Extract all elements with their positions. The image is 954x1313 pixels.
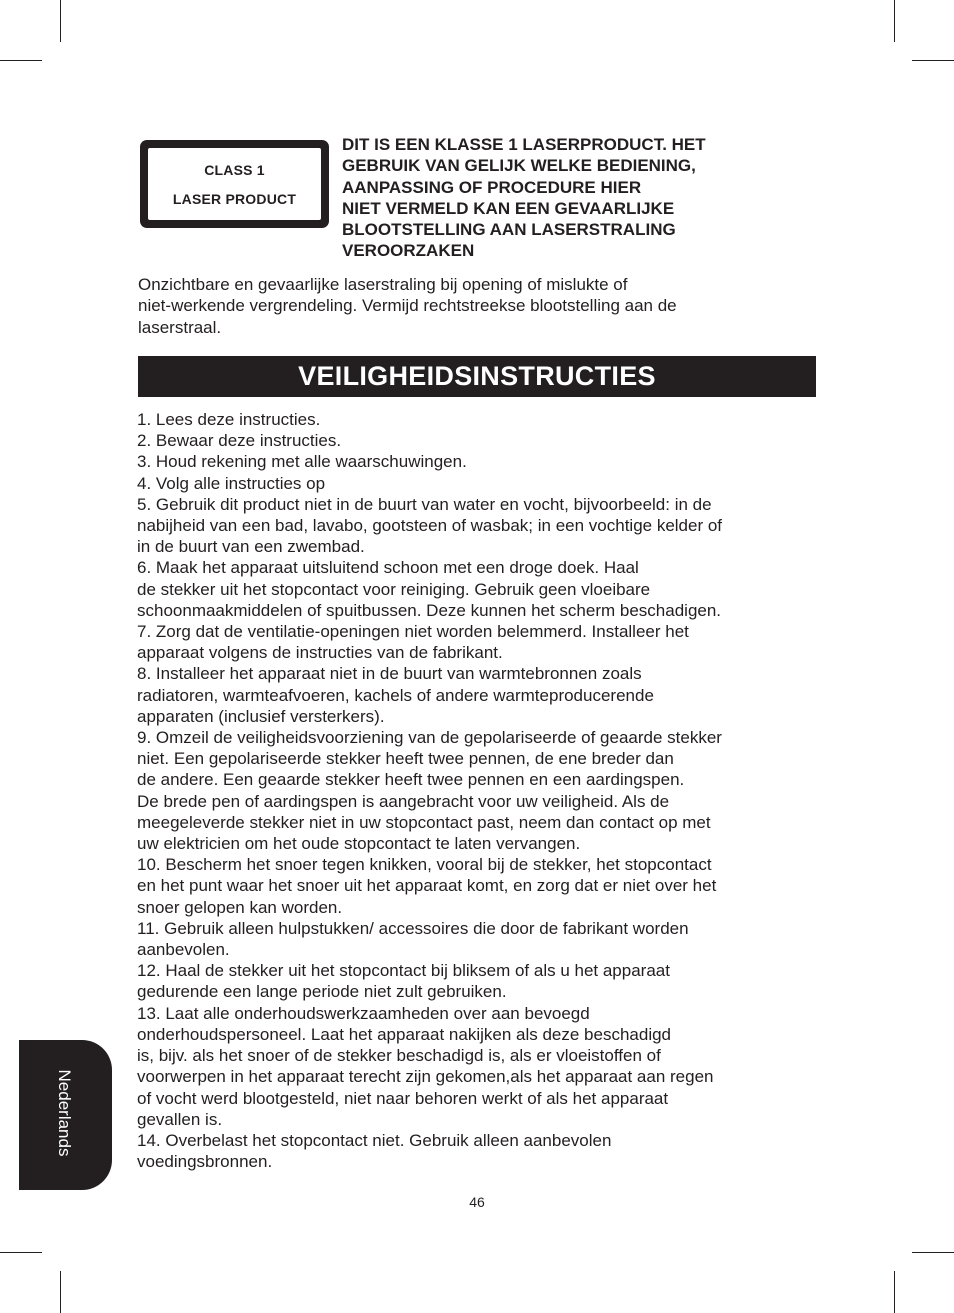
instruction-line: 14. Overbelast het stopcontact niet. Gebruik alleen aanbevolen [137,1130,612,1150]
instruction-line: snoer gelopen kan worden. [137,897,343,917]
laser-warning-line: GEBRUIK VAN GELIJK WELKE BEDIENING, [342,156,696,176]
instruction-line: 4. Volg alle instructies op [137,473,326,493]
crop-mark [0,60,42,61]
crop-mark [912,60,954,61]
instruction-line: uw elektricien om het oude stopcontact te laten vervangen. [137,834,581,854]
instruction-line: aanbevolen. [137,940,230,960]
instruction-line: 12. Haal de stekker uit het stopcontact bij bliksem of als u het apparaat [137,961,670,981]
laser-label-inner [148,148,321,220]
laser-warning-line: AANPASSING OF PROCEDURE HIER [342,177,642,197]
crop-mark [894,1271,895,1313]
instruction-line: 5. Gebruik dit product niet in de buurt van water en vocht, bijvoorbeeld: in de [137,494,712,514]
instruction-line: 3. Houd rekening met alle waarschuwingen. [137,452,467,472]
instruction-line: niet. Een gepolariseerde stekker heeft twee pennen, de ene breder dan [137,749,674,769]
instruction-line: 2. Bewaar deze instructies. [137,431,342,451]
laser-warning [342,134,782,262]
crop-mark [912,1252,954,1253]
instruction-line: apparaten (inclusief versterkers). [137,706,385,726]
safety-instructions [137,409,827,1172]
instruction-line: in de buurt van een zwembad. [137,537,365,557]
laser-warning-line: DIT IS EEN KLASSE 1 LASERPRODUCT. HET [342,135,706,154]
instruction-line: gedurende een lange periode niet zult gebruiken. [137,982,507,1002]
instruction-line: 9. Omzeil de veiligheidsvoorziening van de gepolariseerde of geaarde stekker [137,728,722,748]
instruction-line: de stekker uit het stopcontact voor reiniging. Gebruik geen vloeibare [137,579,651,599]
instruction-line: 8. Installeer het apparaat niet in de buurt van warmtebronnen zoals [137,664,642,684]
instruction-line: 10. Bescherm het snoer tegen knikken, vooral bij de stekker, het stopcontact [137,855,712,875]
laser-warning-line: VEROORZAKEN [342,241,475,261]
instruction-line: meegeleverde stekker niet in uw stopcontact past, neem dan contact op met [137,812,711,832]
instruction-line: 13. Laat alle onderhoudswerkzaamheden over aan bevoegd [137,1003,590,1023]
laser-label-product: LASER PRODUCT [172,190,297,207]
instruction-line: 6. Maak het apparaat uitsluitend schoon met een droge doek. Haal [137,558,639,578]
crop-mark [60,0,61,42]
instruction-line: apparaat volgens de instructies van de fabrikant. [137,643,503,663]
language-tab-label: Nederlands [55,1069,74,1157]
laser-warning-line: BLOOTSTELLING AAN LASERSTRALING [342,220,676,240]
instruction-line: 11. Gebruik alleen hulpstukken/ accessoires die door de fabrikant worden [137,918,689,938]
radiation-notice-line: niet-werkende vergrendeling. Vermijd rechtstreekse blootstelling aan de [138,296,677,316]
class1-laser-label [140,140,329,228]
instruction-line: is, bijv. als het snoer of de stekker beschadigd is, als er vloeistoffen of [137,1046,661,1066]
instruction-line: gevallen is. [137,1109,223,1129]
crop-mark [0,1252,42,1253]
section-heading [138,356,816,397]
instruction-line: 1. Lees deze instructies. [137,410,321,429]
instruction-line: radiatoren, warmteafvoeren, kachels of andere warmteproducerende [137,685,654,705]
instruction-line: De brede pen of aardingspen is aangebracht voor uw veiligheid. Als de [137,791,670,811]
crop-mark [60,1271,61,1313]
section-heading-text: VEILIGHEIDSINSTRUCTIES [298,361,656,391]
instruction-line: onderhoudspersoneel. Laat het apparaat nakijken als deze beschadigd [137,1024,672,1044]
instruction-line: voorwerpen in het apparaat terecht zijn gekomen,als het apparaat aan regen [137,1067,714,1087]
page-number: 46 [469,1194,485,1210]
instruction-line: voedingsbronnen. [137,1152,273,1172]
instruction-line: 7. Zorg dat de ventilatie-openingen niet worden belemmerd. Installeer het [137,622,689,642]
crop-mark [894,0,895,42]
instruction-line: of vocht werd blootgesteld, niet naar behoren werkt of als het apparaat [137,1088,669,1108]
instruction-line: de andere. Een geaarde stekker heeft twee pennen en een aardingspen. [137,770,685,790]
instruction-line: nabijheid van een bad, lavabo, gootsteen of wasbak; in een vochtige kelder of [137,516,723,536]
radiation-notice-line: Onzichtbare en gevaarlijke laserstraling bij opening of mislukte of [138,275,628,294]
radiation-notice [138,274,818,338]
radiation-notice-line: laserstraal. [138,317,222,337]
laser-label-class: CLASS 1 [204,161,265,178]
instruction-line: en het punt waar het snoer uit het apparaat komt, en zorg dat er niet over het [137,876,717,896]
instruction-line: schoonmaakmiddelen of spuitbussen. Deze kunnen het scherm beschadigen. [137,600,722,620]
laser-warning-line: NIET VERMELD KAN EEN GEVAARLIJKE [342,198,675,218]
